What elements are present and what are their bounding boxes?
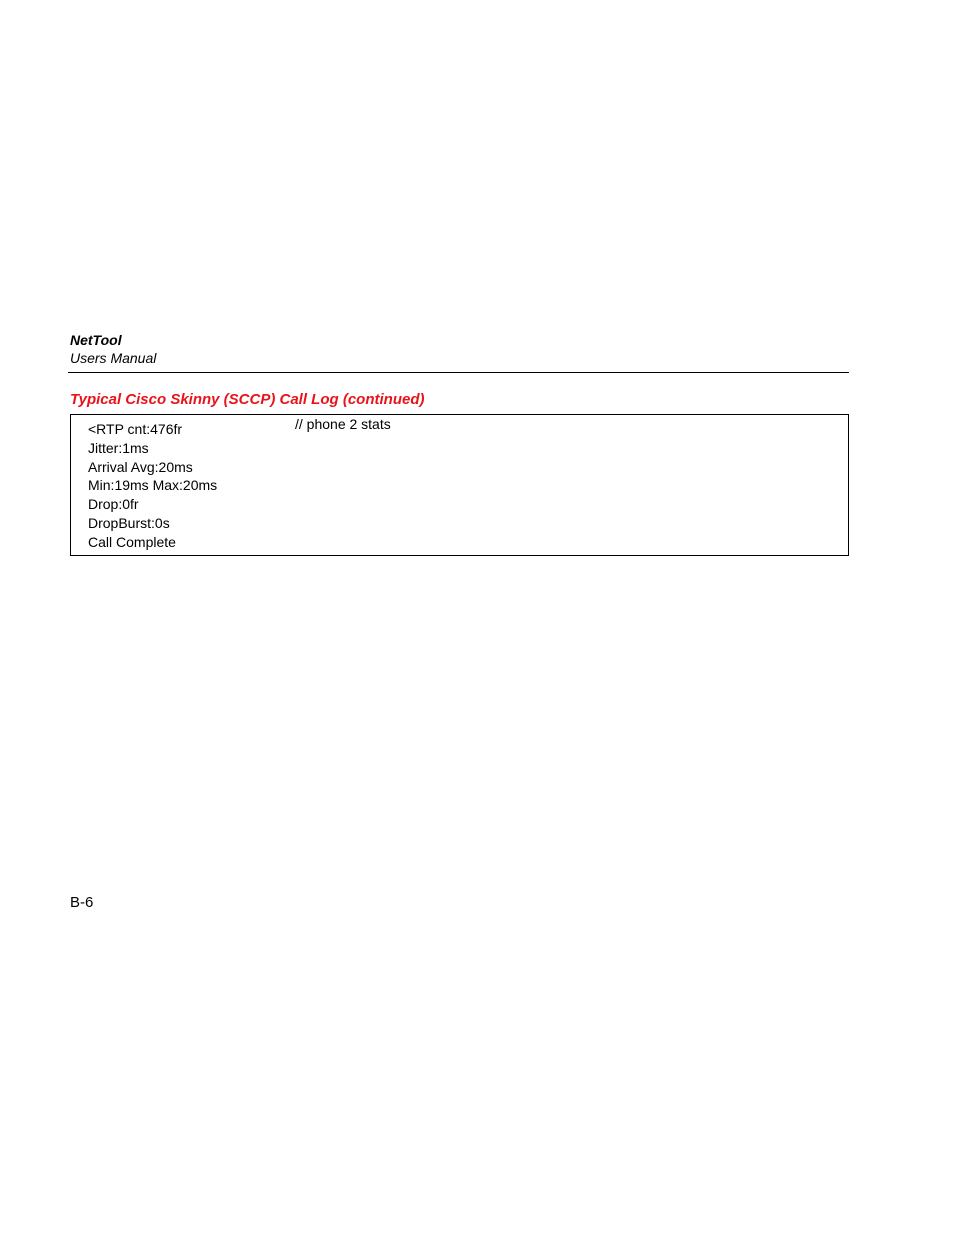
log-line: Drop:0fr	[88, 496, 139, 513]
header-divider	[68, 372, 849, 373]
log-comment: // phone 2 stats	[295, 416, 391, 432]
log-line: Arrival Avg:20ms	[88, 458, 193, 475]
log-line: Min:19ms Max:20ms	[88, 477, 218, 494]
page-number: B-6	[70, 894, 94, 911]
section-title: Typical Cisco Skinny (SCCP) Call Log (continued)	[70, 391, 425, 408]
log-line: <RTP cnt:476fr	[88, 421, 183, 437]
header-manual-title: Users Manual	[70, 350, 157, 366]
header-product-name: NetTool	[70, 332, 122, 348]
log-line: DropBurst:0s	[88, 514, 170, 531]
log-line: Call Complete	[88, 533, 176, 550]
log-line: Jitter:1ms	[88, 439, 149, 456]
call-log-box	[70, 414, 849, 556]
call-log-lines	[88, 420, 217, 552]
